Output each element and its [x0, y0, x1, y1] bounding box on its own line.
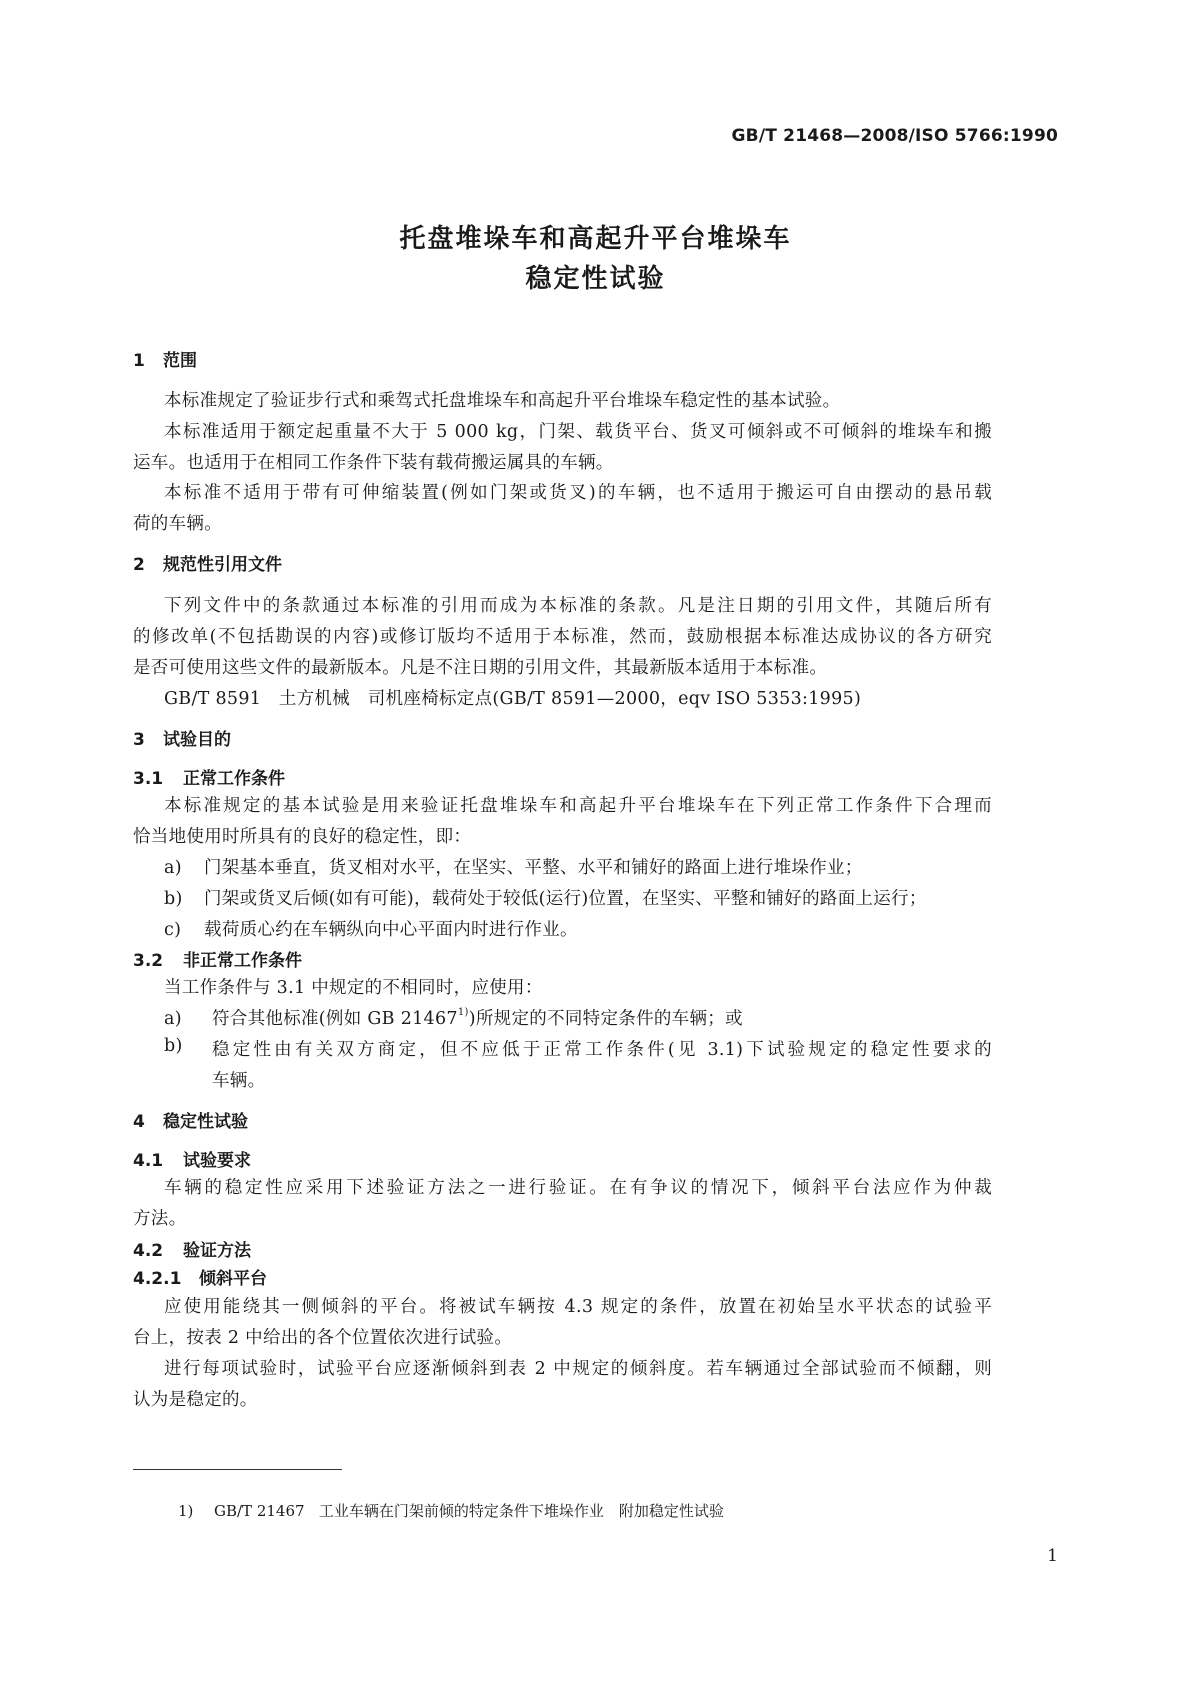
section-title: 稳定性试验 — [163, 1112, 248, 1132]
section-number: 2 — [133, 555, 145, 575]
footnote-code: GB/T 21467 — [214, 1502, 305, 1520]
document-code-header: GB/T 21468—2008/ISO 5766:1990 — [731, 126, 1058, 146]
list-item-text: )所规定的不同特定条件的车辆；或 — [468, 1009, 743, 1029]
subsection-4-2-1-heading — [133, 1264, 267, 1289]
reference-title: 土方机械 司机座椅标定点(GB/T 8591—2000，eqv ISO 5353:1995) — [278, 689, 862, 709]
list-item — [164, 1005, 743, 1030]
section-1-heading — [133, 346, 197, 371]
subsection-title: 验证方法 — [183, 1241, 251, 1261]
section-2-heading — [133, 550, 282, 575]
subsection-4-2-heading — [133, 1236, 251, 1261]
list-item-text: 载荷质心约在车辆纵向中心平面内时进行作业。 — [204, 920, 578, 940]
paragraph-line: 方法。 — [133, 1209, 187, 1229]
list-item-text: 车辆。 — [212, 1071, 266, 1091]
section-number: 1 — [133, 351, 145, 371]
normative-reference — [164, 685, 861, 710]
list-item-text: 门架基本垂直，货叉相对水平，在坚实、平整、水平和铺好的路面上进行堆垛作业； — [204, 858, 863, 878]
paragraph-line: 荷的车辆。 — [133, 514, 222, 534]
list-item — [164, 1036, 212, 1056]
page-number: 1 — [1047, 1546, 1058, 1566]
list-item — [164, 885, 927, 910]
section-title: 试验目的 — [163, 730, 231, 750]
document-title-line1: 托盘堆垛车和高起升平台堆垛车 — [399, 224, 792, 254]
paragraph-line: 进行每项试验时，试验平台应逐渐倾斜到表 2 中规定的倾斜度。若车辆通过全部试验而不倾翻，则 — [164, 1359, 992, 1379]
list-item-text: 门架或货叉后倾(如有可能)，载荷处于较低(运行)位置，在坚实、平整和铺好的路面上运行； — [204, 889, 927, 909]
subsection-4-1-heading — [133, 1146, 251, 1171]
paragraph-line: 台上，按表 2 中给出的各个位置依次进行试验。 — [133, 1328, 513, 1348]
subsection-title: 正常工作条件 — [183, 769, 285, 789]
paragraph: 本标准规定了验证步行式和乘驾式托盘堆垛车和高起升平台堆垛车稳定性的基本试验。 — [164, 391, 841, 411]
subsection-number: 3.2 — [133, 951, 164, 971]
paragraph-line: 应使用能绕其一侧倾斜的平台。将被试车辆按 4.3 规定的条件，放置在初始呈水平状态的试验平 — [164, 1297, 992, 1317]
list-marker: a) — [164, 1009, 182, 1029]
list-marker: b) — [164, 889, 183, 909]
document-title-line2: 稳定性试验 — [525, 264, 666, 294]
subsection-3-1-heading — [133, 764, 285, 789]
section-number: 4 — [133, 1112, 145, 1132]
section-title: 范围 — [163, 351, 197, 371]
subsection-title: 试验要求 — [183, 1151, 251, 1171]
paragraph-line: 认为是稳定的。 — [133, 1390, 258, 1410]
paragraph-line: 运车。也适用于在相同工作条件下装有载荷搬运属具的车辆。 — [133, 453, 614, 473]
list-item-text: 符合其他标准(例如 GB 21467 — [212, 1009, 458, 1029]
list-item — [164, 854, 863, 879]
list-item-text: 稳定性由有关双方商定，但不应低于正常工作条件(见 3.1)下试验规定的稳定性要求的 — [212, 1040, 992, 1060]
section-number: 3 — [133, 730, 145, 750]
subsection-title: 倾斜平台 — [199, 1269, 267, 1289]
list-item — [164, 916, 578, 941]
reference-code: GB/T 8591 — [164, 689, 262, 709]
paragraph-line: 的修改单(不包括勘误的内容)或修订版均不适用于本标准，然而，鼓励根据本标准达成协议的各方研究 — [133, 627, 992, 647]
list-marker: b) — [164, 1036, 183, 1056]
footnote-rule — [133, 1469, 342, 1470]
section-title: 规范性引用文件 — [163, 555, 282, 575]
list-marker: c) — [164, 920, 182, 940]
list-marker: a) — [164, 858, 182, 878]
paragraph-line: 本标准适用于额定起重量不大于 5 000 kg，门架、载货平台、货叉可倾斜或不可倾斜的堆垛车和搬 — [164, 422, 992, 442]
footnote-reference: 1) — [457, 1007, 469, 1019]
paragraph-line: 下列文件中的条款通过本标准的引用而成为本标准的条款。凡是注日期的引用文件，其随后所有 — [164, 596, 992, 616]
footnote — [178, 1500, 724, 1521]
section-4-heading — [133, 1107, 248, 1132]
subsection-number: 3.1 — [133, 769, 164, 789]
paragraph-line: 本标准不适用于带有可伸缩装置(例如门架或货叉)的车辆，也不适用于搬运可自由摆动的悬吊载 — [164, 483, 992, 503]
footnote-text: 工业车辆在门架前倾的特定条件下堆垛作业 附加稳定性试验 — [318, 1502, 724, 1520]
paragraph-line: 车辆的稳定性应采用下述验证方法之一进行验证。在有争议的情况下，倾斜平台法应作为仲裁 — [164, 1178, 992, 1198]
subsection-number: 4.2.1 — [133, 1269, 182, 1289]
footnote-mark: 1) — [178, 1502, 194, 1520]
subsection-number: 4.1 — [133, 1151, 164, 1171]
section-3-heading — [133, 725, 231, 750]
subsection-number: 4.2 — [133, 1241, 164, 1261]
subsection-title: 非正常工作条件 — [183, 951, 302, 971]
paragraph-line: 恰当地使用时所具有的良好的稳定性，即： — [133, 827, 472, 847]
paragraph-line: 是否可使用这些文件的最新版本。凡是不注日期的引用文件，其最新版本适用于本标准。 — [133, 658, 828, 678]
paragraph: 当工作条件与 3.1 中规定的不相同时，应使用： — [164, 978, 543, 998]
subsection-3-2-heading — [133, 946, 302, 971]
paragraph-line: 本标准规定的基本试验是用来验证托盘堆垛车和高起升平台堆垛车在下列正常工作条件下合理而 — [164, 796, 992, 816]
